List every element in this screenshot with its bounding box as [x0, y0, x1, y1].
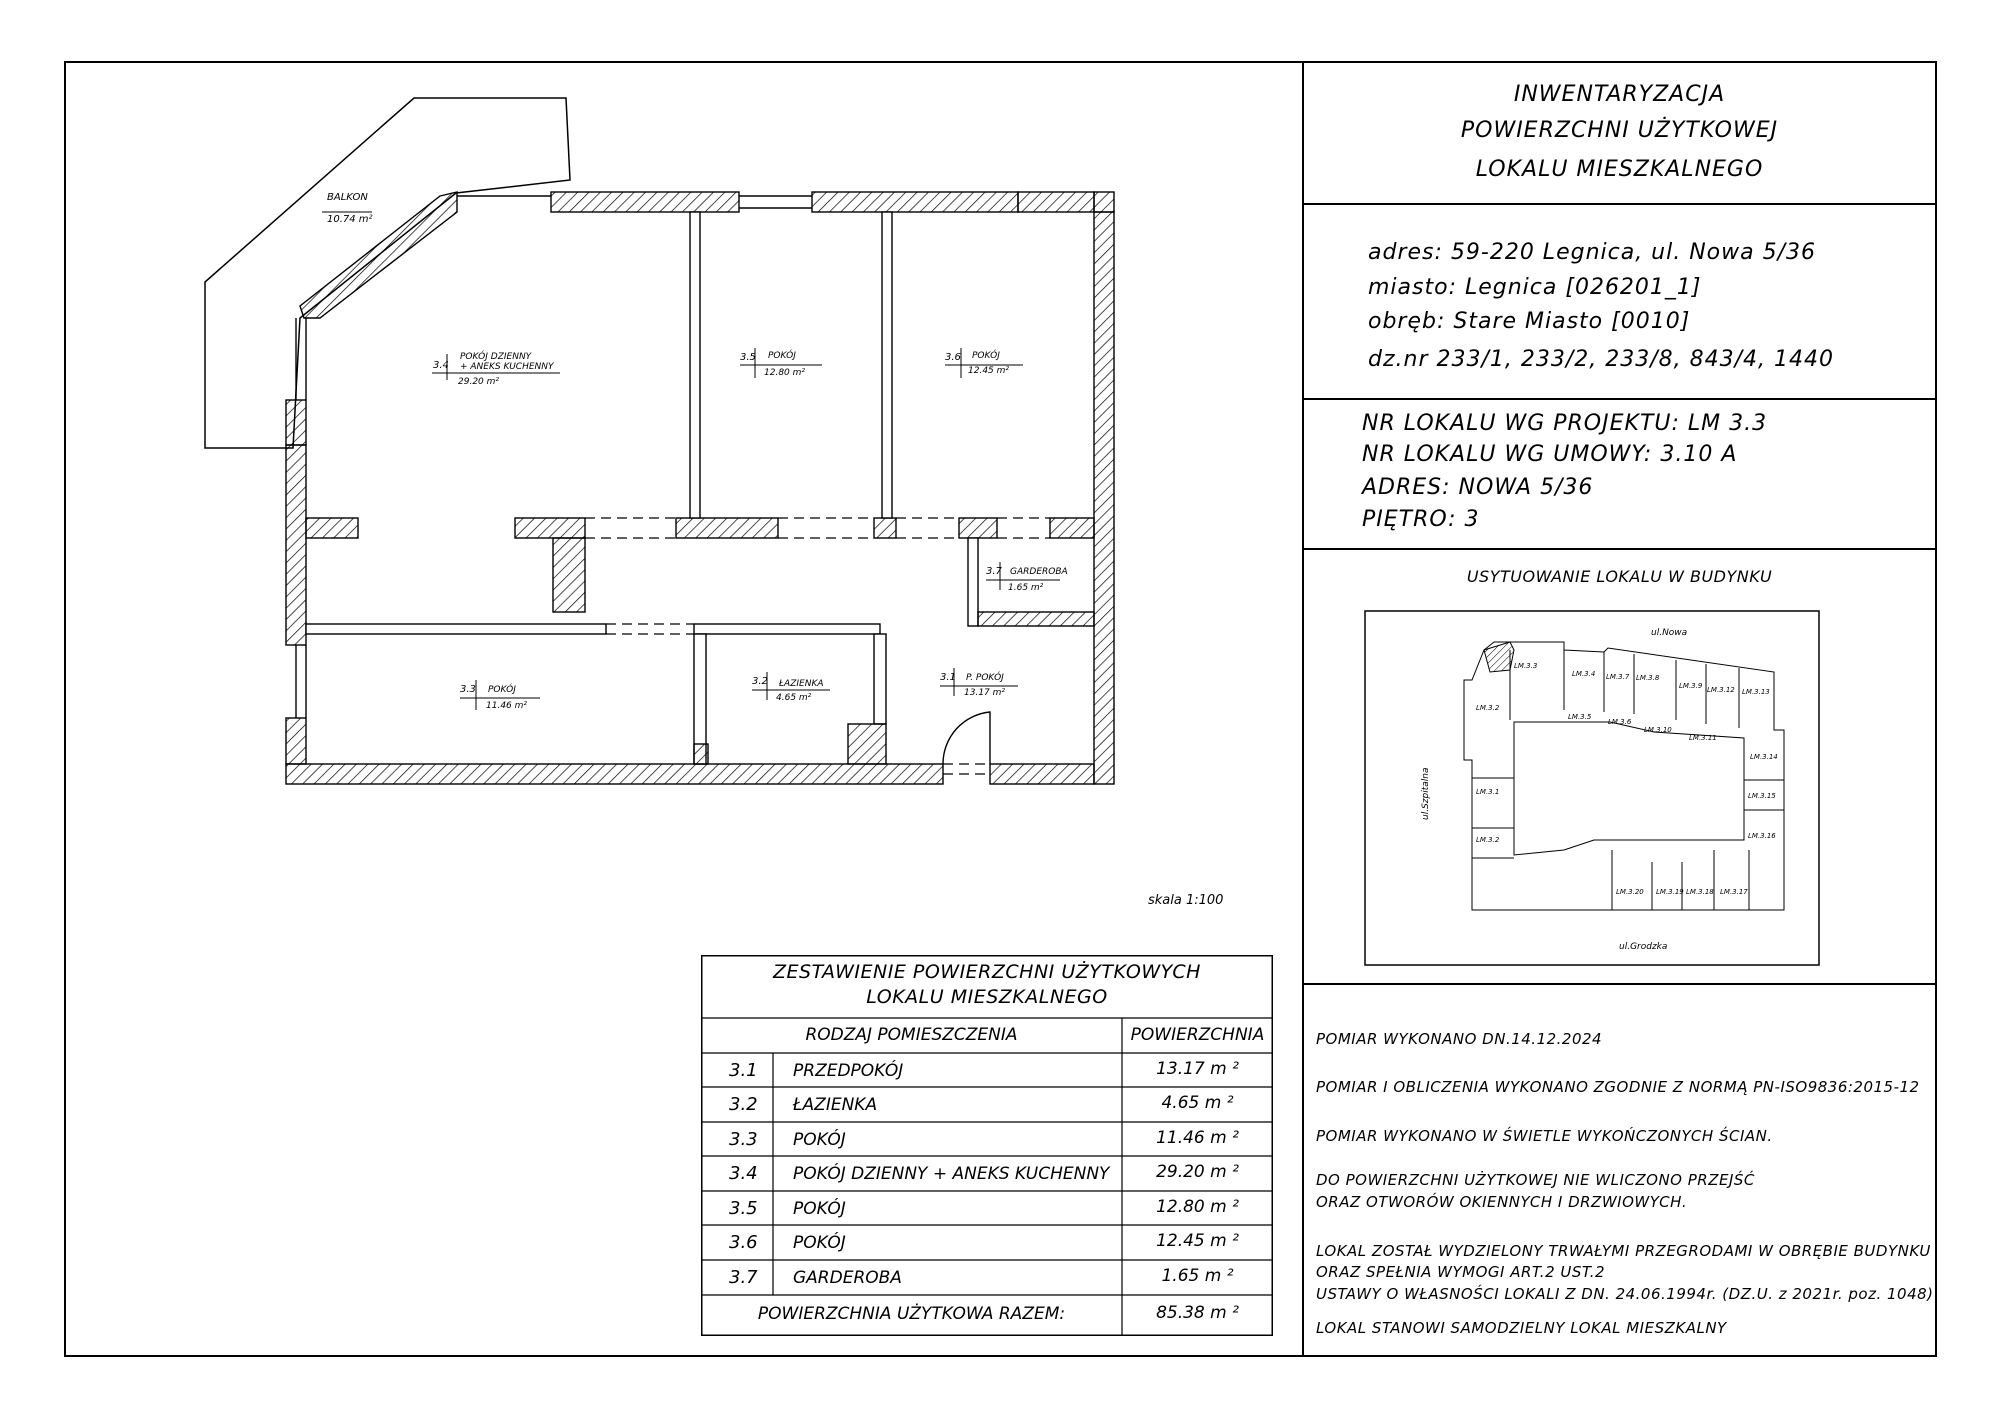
- unit-lm313: LM.3.13: [1742, 688, 1770, 696]
- row-num: 3.6: [729, 1232, 758, 1253]
- room-3-1-area: 13.17 m²: [964, 688, 1006, 698]
- row-name: ŁAZIENKA: [793, 1095, 878, 1115]
- title-line-1: INWENTARYZACJA: [1513, 82, 1726, 107]
- room-3-6-area: 12.45 m²: [968, 366, 1010, 376]
- row-area: 29.20 m ²: [1156, 1162, 1239, 1182]
- room-3-4-name2: + ANEKS KUCHENNY: [460, 362, 554, 372]
- unit-lm315: LM.3.15: [1748, 792, 1776, 800]
- note-standard: POMIAR I OBLICZENIA WYKONANO ZGODNIE Z NORMĄ PN-ISO9836:2015-12: [1316, 1078, 1920, 1096]
- row-name: PRZEDPOKÓJ: [793, 1061, 904, 1081]
- unit-lm33: LM.3.3: [1514, 662, 1538, 670]
- note-separated-1: LOKAL ZOSTAŁ WYDZIELONY TRWAŁYMI PRZEGRODAMI W OBRĘBIE BUDYNKU: [1316, 1242, 1931, 1260]
- note-independent: LOKAL STANOWI SAMODZIELNY LOKAL MIESZKALNY: [1316, 1319, 1727, 1337]
- row-area: 12.80 m ²: [1156, 1197, 1239, 1217]
- room-3-5-area: 12.80 m²: [764, 368, 806, 378]
- room-3-5-num: 3.5: [740, 352, 756, 363]
- note-separated-2: ORAZ SPEŁNIA WYMOGI ART.2 UST.2: [1316, 1263, 1606, 1281]
- total-value: 85.38 m ²: [1156, 1303, 1239, 1323]
- city-line: miasto: Legnica [026201_1]: [1368, 275, 1702, 300]
- row-name: GARDEROBA: [793, 1268, 902, 1288]
- street-bottom: ul.Grodzka: [1619, 942, 1668, 952]
- room-3-6-num: 3.6: [945, 352, 961, 363]
- balcony-name: BALKON: [327, 192, 368, 203]
- street-top: ul.Nowa: [1651, 628, 1688, 638]
- room-3-3-area: 11.46 m²: [486, 701, 528, 711]
- row-area: 12.45 m ²: [1156, 1231, 1239, 1251]
- room-3-2-name: ŁAZIENKA: [779, 679, 824, 689]
- row-name: POKÓJ: [793, 1130, 846, 1150]
- room-3-2-num: 3.2: [752, 676, 768, 687]
- row-area: 4.65 m ²: [1161, 1093, 1234, 1113]
- room-3-7-num: 3.7: [986, 566, 1002, 577]
- row-name: POKÓJ DZIENNY + ANEKS KUCHENNY: [793, 1164, 1110, 1184]
- unit-lm39: LM.3.9: [1679, 682, 1703, 690]
- unit-lm37: LM.3.7: [1606, 673, 1630, 681]
- room-3-4-area: 29.20 m²: [458, 377, 500, 387]
- unit-lm318: LM.3.18: [1686, 888, 1714, 896]
- note-measurement-date: POMIAR WYKONANO DN.14.12.2024: [1316, 1030, 1603, 1048]
- row-area: 11.46 m ²: [1156, 1128, 1239, 1148]
- total-label: POWIERZCHNIA UŻYTKOWA RAZEM:: [757, 1304, 1066, 1324]
- location-heading: USYTUOWANIE LOKALU W BUDYNKU: [1466, 567, 1773, 586]
- note-separated-3: USTAWY O WŁASNOŚCI LOKALI Z DN. 24.06.1994r. (DZ.U. z 2021r. poz. 1048): [1316, 1285, 1934, 1303]
- divider-title: [1302, 203, 1937, 205]
- table-title-2: LOKALU MIESZKALNEGO: [866, 986, 1108, 1008]
- room-3-1-name: P. POKÓJ: [966, 673, 1004, 683]
- unit-floor: PIĘTRO: 3: [1362, 507, 1480, 532]
- unit-lm38: LM.3.8: [1636, 674, 1660, 682]
- note-exclusions-1: DO POWIERZCHNI UŻYTKOWEJ NIE WLICZONO PRZEJŚĆ: [1316, 1171, 1755, 1189]
- room-3-3-name: POKÓJ: [488, 685, 516, 695]
- row-num: 3.5: [729, 1198, 758, 1219]
- unit-lm36: LM.3.6: [1608, 718, 1632, 726]
- parcel-line: dz.nr 233/1, 233/2, 233/8, 843/4, 1440: [1368, 347, 1835, 372]
- address-line: adres: 59-220 Legnica, ul. Nowa 5/36: [1368, 240, 1817, 265]
- row-num: 3.2: [729, 1094, 758, 1115]
- area-summary-table: [701, 955, 1273, 1336]
- room-3-4-name: POKÓJ DZIENNY: [460, 352, 532, 362]
- unit-contract-number: NR LOKALU WG UMOWY: 3.10 A: [1362, 442, 1738, 467]
- unit-project-number: NR LOKALU WG PROJEKTU: LM 3.3: [1362, 411, 1768, 436]
- balcony-outline: [205, 98, 570, 448]
- location-map-frame: [1365, 611, 1819, 965]
- divider-unit: [1302, 548, 1937, 550]
- title-line-3: LOKALU MIESZKALNEGO: [1475, 157, 1764, 182]
- row-num: 3.1: [729, 1060, 758, 1081]
- room-3-4-num: 3.4: [433, 360, 449, 371]
- unit-address: ADRES: NOWA 5/36: [1362, 475, 1594, 500]
- balcony-area: 10.74 m²: [327, 214, 373, 225]
- col-header-area: POWIERZCHNIA: [1130, 1025, 1265, 1045]
- note-exclusions-2: ORAZ OTWORÓW OKIENNYCH I DRZWIOWYCH.: [1316, 1193, 1688, 1211]
- divider-address: [1302, 398, 1937, 400]
- precinct-line: obręb: Stare Miasto [0010]: [1368, 309, 1691, 334]
- title-line-2: POWIERZCHNI UŻYTKOWEJ: [1460, 118, 1779, 143]
- note-finished-walls: POMIAR WYKONANO W ŚWIETLE WYKOŃCZONYCH ŚCIAN.: [1316, 1127, 1773, 1145]
- unit-lm314: LM.3.14: [1750, 753, 1778, 761]
- row-num: 3.4: [729, 1163, 758, 1184]
- row-area: 1.65 m ²: [1161, 1266, 1234, 1286]
- unit-lm317: LM.3.17: [1720, 888, 1748, 896]
- unit-lm319: LM.3.19: [1656, 888, 1684, 896]
- unit-lm35: LM.3.5: [1568, 713, 1592, 721]
- room-3-3-num: 3.3: [460, 684, 476, 695]
- unit-lm311: LM.3.11: [1689, 734, 1717, 742]
- unit-lm320: LM.3.20: [1616, 888, 1644, 896]
- row-num: 3.7: [729, 1267, 758, 1288]
- room-3-2-area: 4.65 m²: [776, 693, 812, 703]
- row-area: 13.17 m ²: [1156, 1059, 1239, 1079]
- openings: [585, 518, 1050, 774]
- room-3-5-name: POKÓJ: [768, 351, 796, 361]
- unit-lm32a: LM.3.2: [1476, 704, 1500, 712]
- col-header-room-type: RODZAJ POMIESZCZENIA: [805, 1025, 1018, 1045]
- unit-lm31: LM.3.1: [1476, 788, 1500, 796]
- row-num: 3.3: [729, 1129, 758, 1150]
- table-title-1: ZESTAWIENIE POWIERZCHNI UŻYTKOWYCH: [773, 961, 1201, 983]
- floor-plan: [0, 0, 1300, 900]
- divider-location: [1302, 983, 1937, 985]
- unit-lm32b: LM.3.2: [1476, 836, 1500, 844]
- room-3-1-num: 3.1: [940, 672, 956, 683]
- title-block-divider: [1302, 61, 1304, 1357]
- street-left: ul.Szpitalna: [1421, 767, 1431, 820]
- row-name: POKÓJ: [793, 1233, 846, 1253]
- scale-label: skala 1:100: [1148, 893, 1224, 908]
- unit-lm312: LM.3.12: [1707, 686, 1735, 694]
- room-3-7-area: 1.65 m²: [1008, 583, 1044, 593]
- row-name: POKÓJ: [793, 1199, 846, 1219]
- location-map: [1364, 610, 1820, 966]
- unit-lm34: LM.3.4: [1572, 670, 1596, 678]
- entry-door: [943, 712, 990, 764]
- room-3-6-name: POKÓJ: [972, 351, 1000, 361]
- room-3-7-name: GARDEROBA: [1010, 567, 1068, 577]
- unit-lm316: LM.3.16: [1748, 832, 1776, 840]
- unit-lm310: LM.3.10: [1644, 726, 1672, 734]
